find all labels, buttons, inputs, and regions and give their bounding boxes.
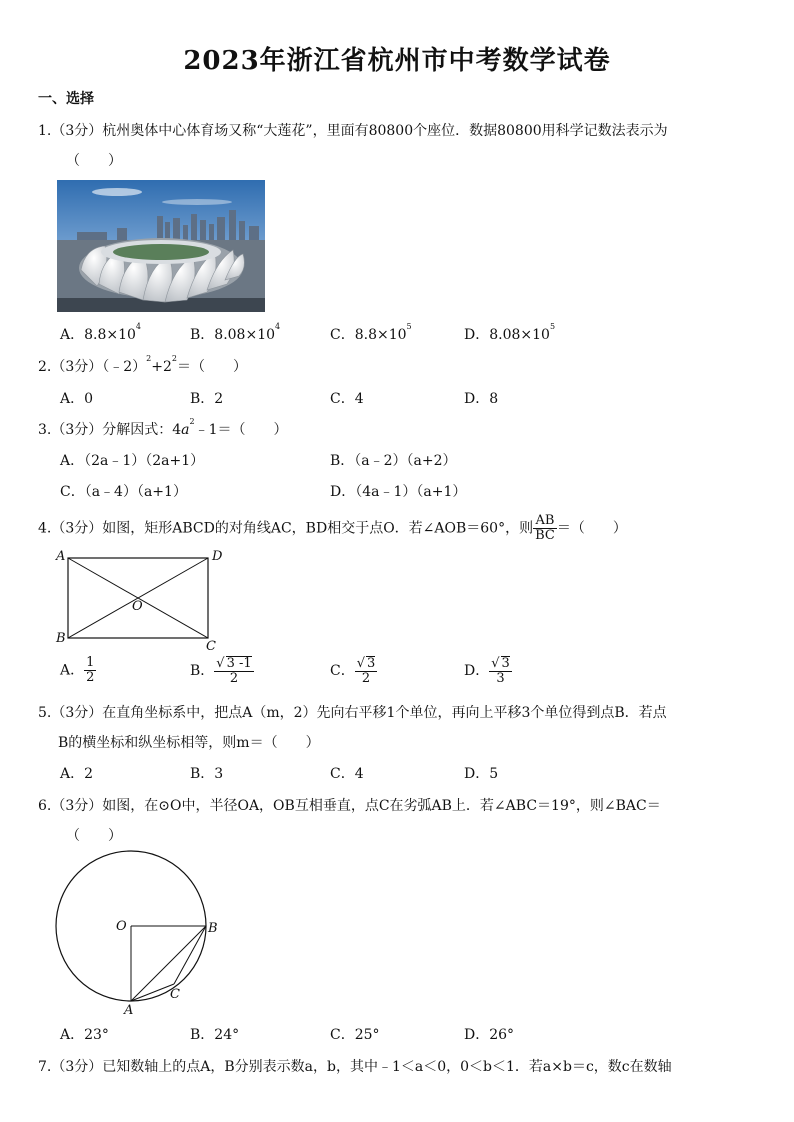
label-c: C: [206, 639, 216, 654]
q5-option-c: C．4: [330, 766, 364, 782]
q4-stem: 4.（3分）如图，矩形ABCD的对角线AC，BD相交于点O．若∠AOB＝60°，则 $\frac{AB}{BC}$ ＝（ ）: [38, 513, 627, 543]
q1-option-b: B．$8.08\times 10^4$: [190, 322, 281, 343]
circle-diagram: [50, 850, 230, 1018]
page-title: 2023年浙江省杭州市中考数学试卷: [183, 46, 611, 76]
q3-option-c: C．（a﹣4）（a+1）: [60, 484, 187, 500]
q7-stem: 7.（3分）已知数轴上的点A，B分别表示数a，b，其中﹣1＜a＜0，0＜b＜1．若a×b＝c，数c在数轴: [38, 1059, 672, 1075]
chord-bc: [174, 926, 206, 984]
section-heading: 一、选择: [38, 91, 94, 107]
q6-paren: （ ）: [66, 828, 122, 844]
q4-option-d: D． $\frac{√ 3}{3}$: [464, 656, 510, 686]
q1-stem: 1.（3分）杭州奥体中心体育场又称“大莲花”，里面有80800个座位．数据80800用科学记数法表示为: [38, 123, 668, 139]
label-a: A: [124, 1003, 134, 1018]
rectangle-diagram: [50, 548, 230, 654]
q6-option-b: B．24°: [190, 1027, 240, 1043]
q5-option-b: B．3: [190, 766, 224, 782]
q6-stem: 6.（3分）如图，在⊙O中，半径OA，OB互相垂直，点C在劣弧AB上．若∠ABC＝19°，则∠BAC＝: [38, 798, 661, 814]
q6-option-c: C．25°: [330, 1027, 380, 1043]
q2-stem: 2.（3分）$(﹣2)^2+2^2=$（ ）: [38, 354, 247, 375]
stadium-photo: [57, 180, 265, 312]
q1-option-a: A．$8.8\times 10^4$: [60, 322, 142, 343]
label-c: C: [170, 987, 180, 1002]
q4-option-c: C． $\frac{√ 3}{2}$: [330, 656, 376, 686]
q3-option-a: A．（2a﹣1）（2a+1）: [60, 453, 205, 469]
q2-option-c: C．4: [330, 391, 364, 407]
label-d: D: [212, 549, 223, 564]
q4-ratio-fraction: $\frac{AB}{BC}$: [535, 513, 555, 543]
label-o: O: [116, 919, 127, 934]
q3-option-d: D．（4a﹣1）（a+1）: [330, 484, 467, 500]
label-o: O: [132, 599, 143, 614]
label-a: A: [56, 549, 66, 564]
q2-option-d: D．8: [464, 391, 499, 407]
q4-option-a: A． $\frac{1}{2}$: [60, 655, 95, 685]
q1-option-c: C．$8.8\times 10^5$: [330, 322, 412, 343]
q4-option-b: B． $\frac{√ 3 -1}{2}$: [190, 656, 252, 686]
q2-option-b: B．2: [190, 391, 224, 407]
label-b: B: [56, 631, 66, 646]
q5-stem-line1: 5.（3分）在直角坐标系中，把点A（m，2）先向右平移1个单位，再向上平移3个单位得到点B．若点: [38, 705, 667, 721]
q5-stem-line2: B的横坐标和纵坐标相等，则m＝（ ）: [58, 735, 320, 751]
q6-option-a: A．23°: [60, 1027, 109, 1043]
q1-paren: （ ）: [66, 153, 122, 169]
q5-option-a: A．2: [60, 766, 94, 782]
q1-option-d: D．$8.08\times 10^5$: [464, 322, 556, 343]
q6-option-d: D．26°: [464, 1027, 515, 1043]
chord-ab: [131, 926, 206, 1001]
q5-option-d: D．5: [464, 766, 499, 782]
label-b: B: [208, 921, 218, 936]
q3-stem: 3.（3分）分解因式：$4a^2﹣1=$（ ）: [38, 417, 288, 438]
q2-option-a: A．0: [60, 391, 94, 407]
q3-option-b: B．（a﹣2）（a+2）: [330, 453, 457, 469]
